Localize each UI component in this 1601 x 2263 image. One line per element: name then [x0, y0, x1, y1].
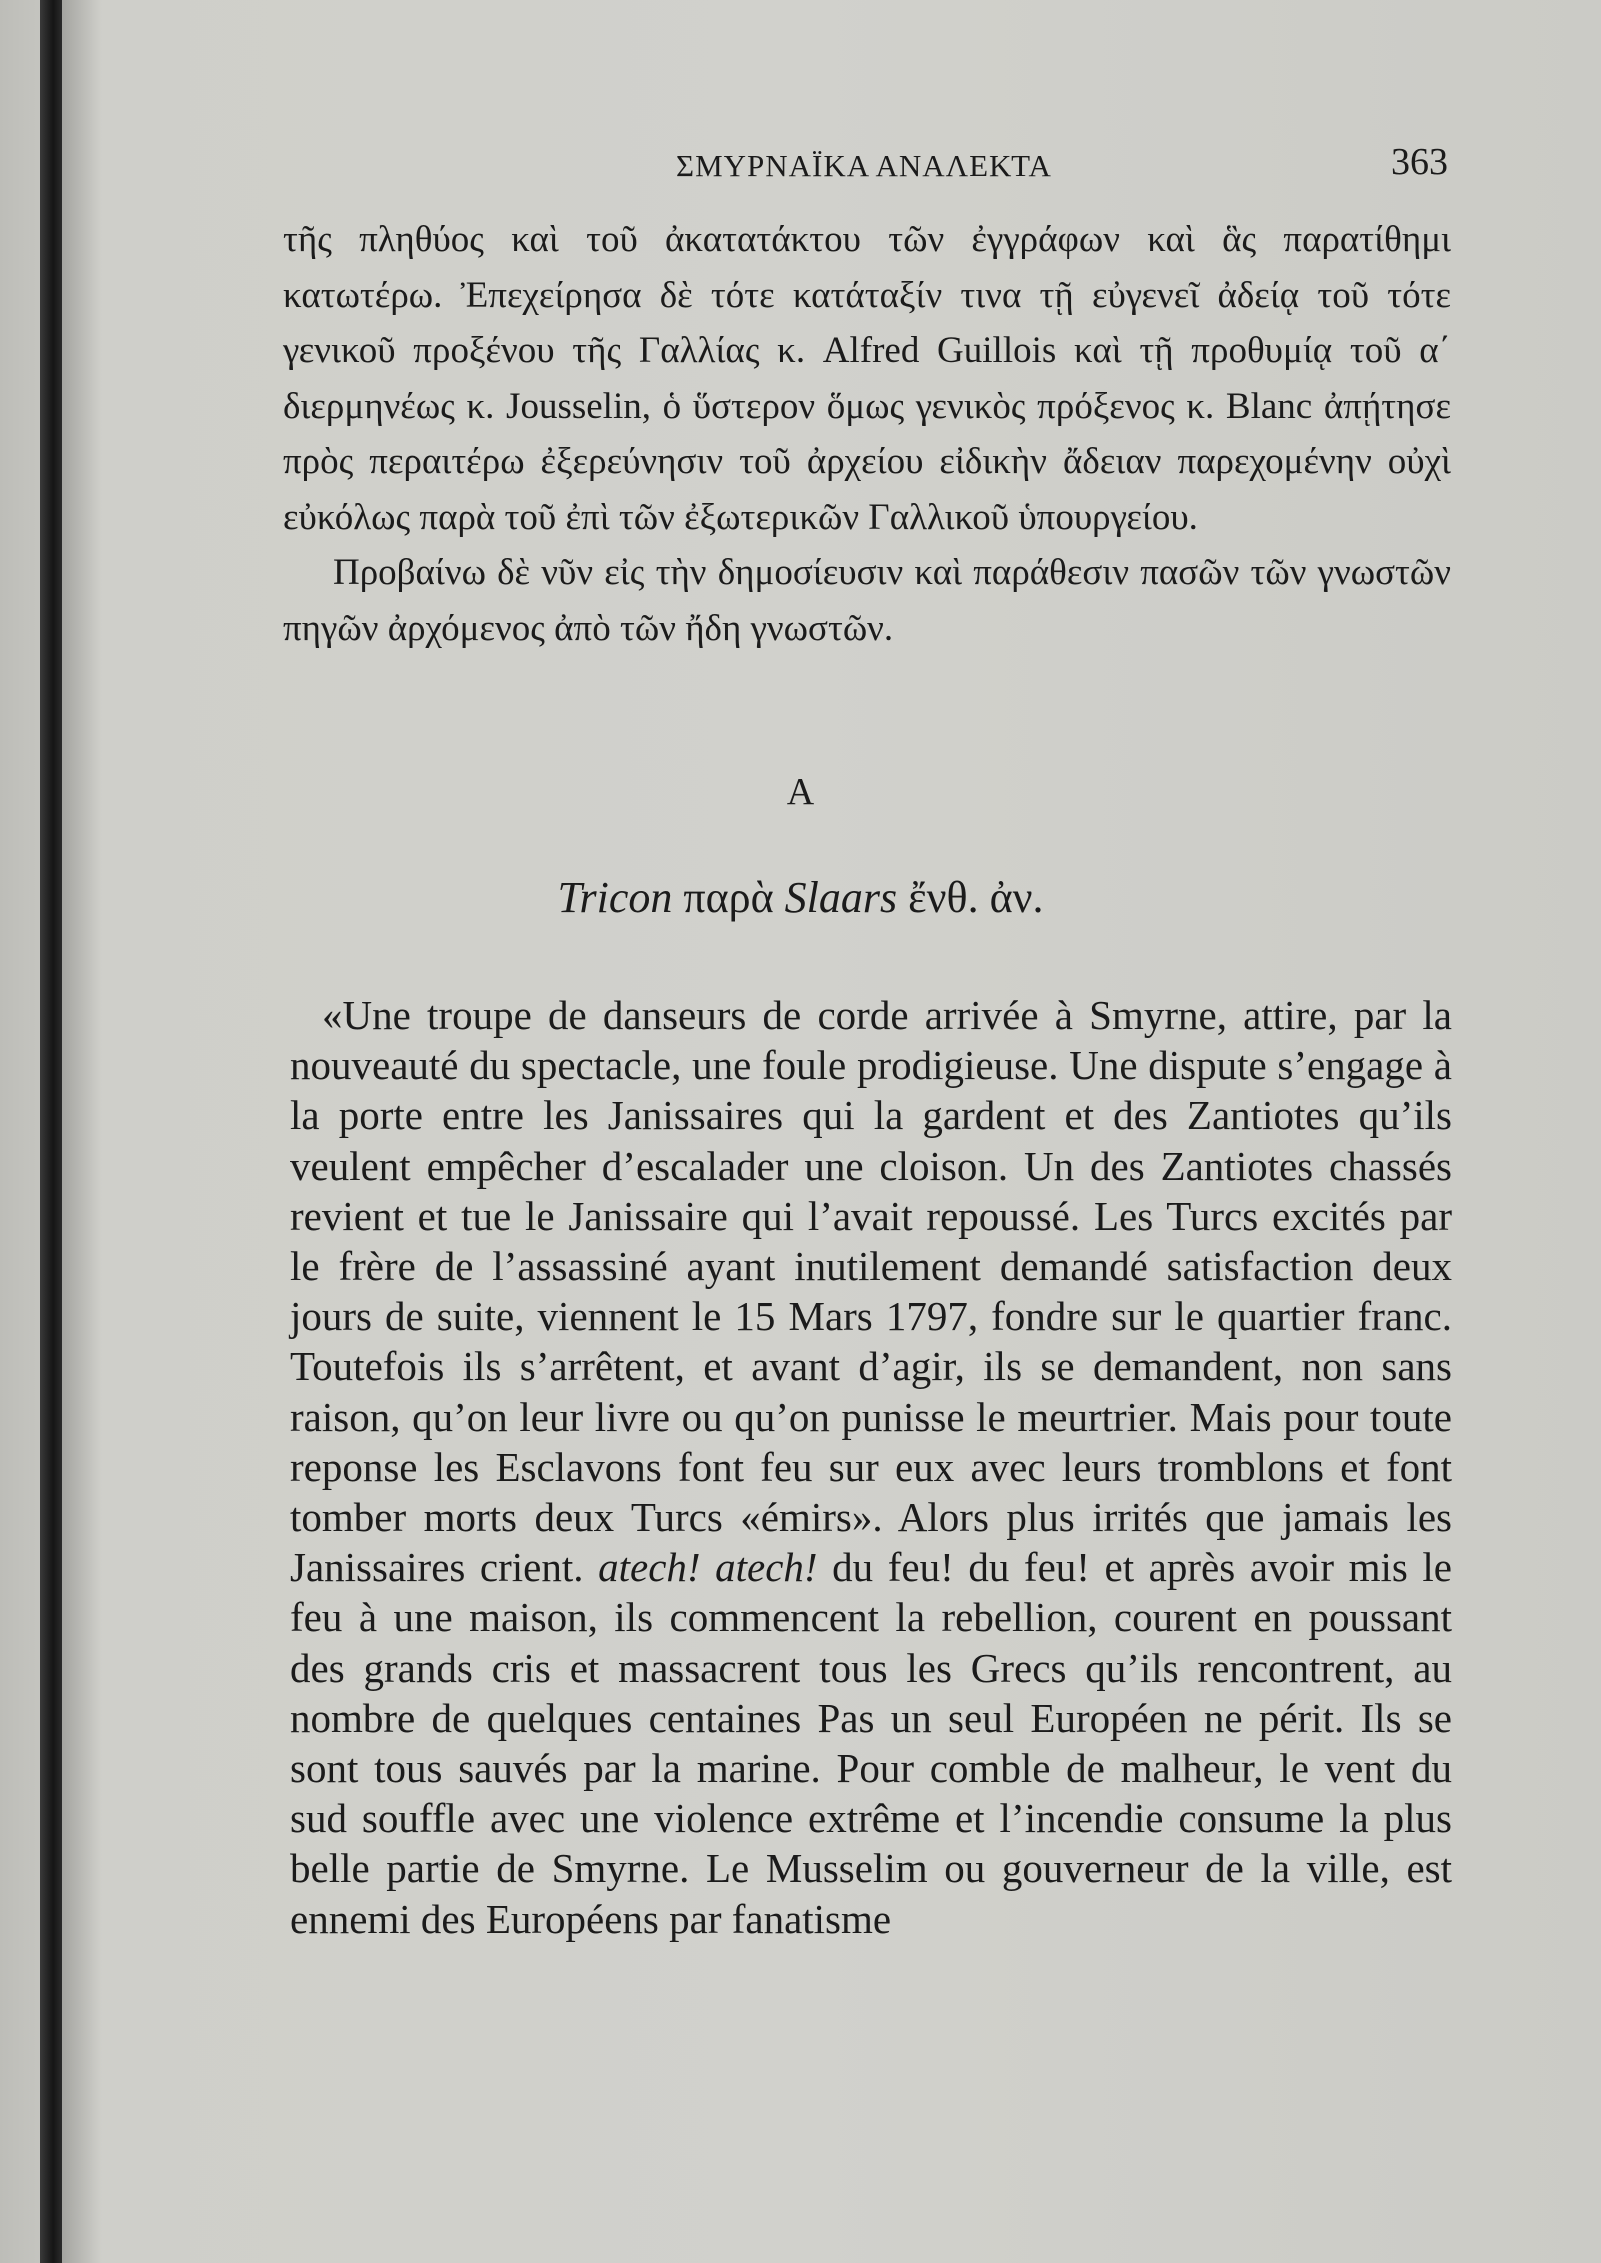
greek-paragraph-2: Προβαίνω δὲ νῦν εἰς τὴν δημοσίευσιν καὶ παράθεσιν πασῶν τῶν γνωστῶν πηγῶν ἀρχόμενος ἀπὸ τῶν ἤδη γνωστῶν. — [283, 552, 1451, 649]
greek-paragraph-1: τῆς πληθύος καὶ τοῦ ἀκατατάκτου τῶν ἐγγράφων καὶ ἃς παρατίθημι κατωτέρω. Ἐπεχείρησα δὲ τότε κατάταξίν τινα τῇ εὐγενεῖ ἀδείᾳ τοῦ τότε γενικοῦ προξένου τῆς Γαλλίας κ. Alfred Guillois καὶ τῇ προθυμίᾳ τοῦ α΄ διερμηνέως κ. Jousselin, ὁ ὕστερον ὅμως γενικὸς πρόξενος κ. Blanc ἀπῄτησε πρὸς περαιτέρω ἐξερεύνησιν τοῦ ἀρχείου εἰδικὴν ἄδειαν παρεχομένην οὐχὶ εὐκόλως παρὰ τοῦ ἐπὶ τῶν ἐξωτερικῶν Γαλλικοῦ ὑπουργείου. — [283, 219, 1451, 538]
source-middle: παρὰ — [672, 873, 785, 922]
source-author: Tricon — [557, 873, 673, 922]
french-text-part2: du feu! du feu! et après avoir mis le feu à une maison, ils commencent la rebellion, courent en poussant des grands cris et massacrent tous les Grecs qu’ils rencontrent, au nombre de quelques centaines Pas un seul Européen ne périt. Ils se sont tous sauvés par la marine. Pour comble de malheur, le vent du sud souffle avec une violence extrême et l’incendie consume la plus belle partie de Smyrne. Le Musselim ou gouverneur de la ville, est ennemi des Européens par fanatisme — [290, 1544, 1452, 1942]
book-spine — [40, 0, 62, 2263]
source-cited: Slaars — [784, 873, 898, 922]
source-citation — [0, 872, 1601, 923]
french-text-part1: «Une troupe de danseurs de corde arrivée à Smyrne, attire, par la nouveauté du spectacle, une foule prodigieuse. Une dispute s’engage à la porte entre les Janissaires qui la gardent et des Zantiotes qu’ils veulent empêcher d’escalader une cloison. Un des Zantiotes chassés revient et tue le Janissaire qui l’avait repoussé. Les Turcs excités par le frère de l’assassiné ayant inutilement demandé satisfaction deux jours de suite, viennent le 15 Mars 1797, fondre sur le quartier franc. Toutefois ils s’arrêtent, et avant d’agir, ils se demandent, non sans raison, qu’on leur livre ou qu’on punisse le meurtrier. Mais pour toute reponse les Esclavons font feu sur eux avec leurs tromblons et font tomber morts deux Turcs «émirs». Alors plus irrités que jamais les Janissaires crient. — [290, 992, 1452, 1591]
french-paragraph — [290, 990, 1452, 1944]
spine-shadow — [62, 0, 102, 2263]
source-ref: ἔνθ. ἀν. — [897, 873, 1044, 922]
page-header — [280, 140, 1448, 200]
section-letter: Α — [786, 771, 815, 813]
greek-text-block — [283, 212, 1451, 656]
page-number: 363 — [1391, 141, 1448, 183]
french-italic-cry: atech! atech! — [598, 1544, 818, 1591]
running-title: ΣΜΥΡΝΑΪΚΑ ΑΝΑΛΕΚΤΑ — [676, 148, 1052, 183]
french-text-block — [290, 990, 1452, 1944]
